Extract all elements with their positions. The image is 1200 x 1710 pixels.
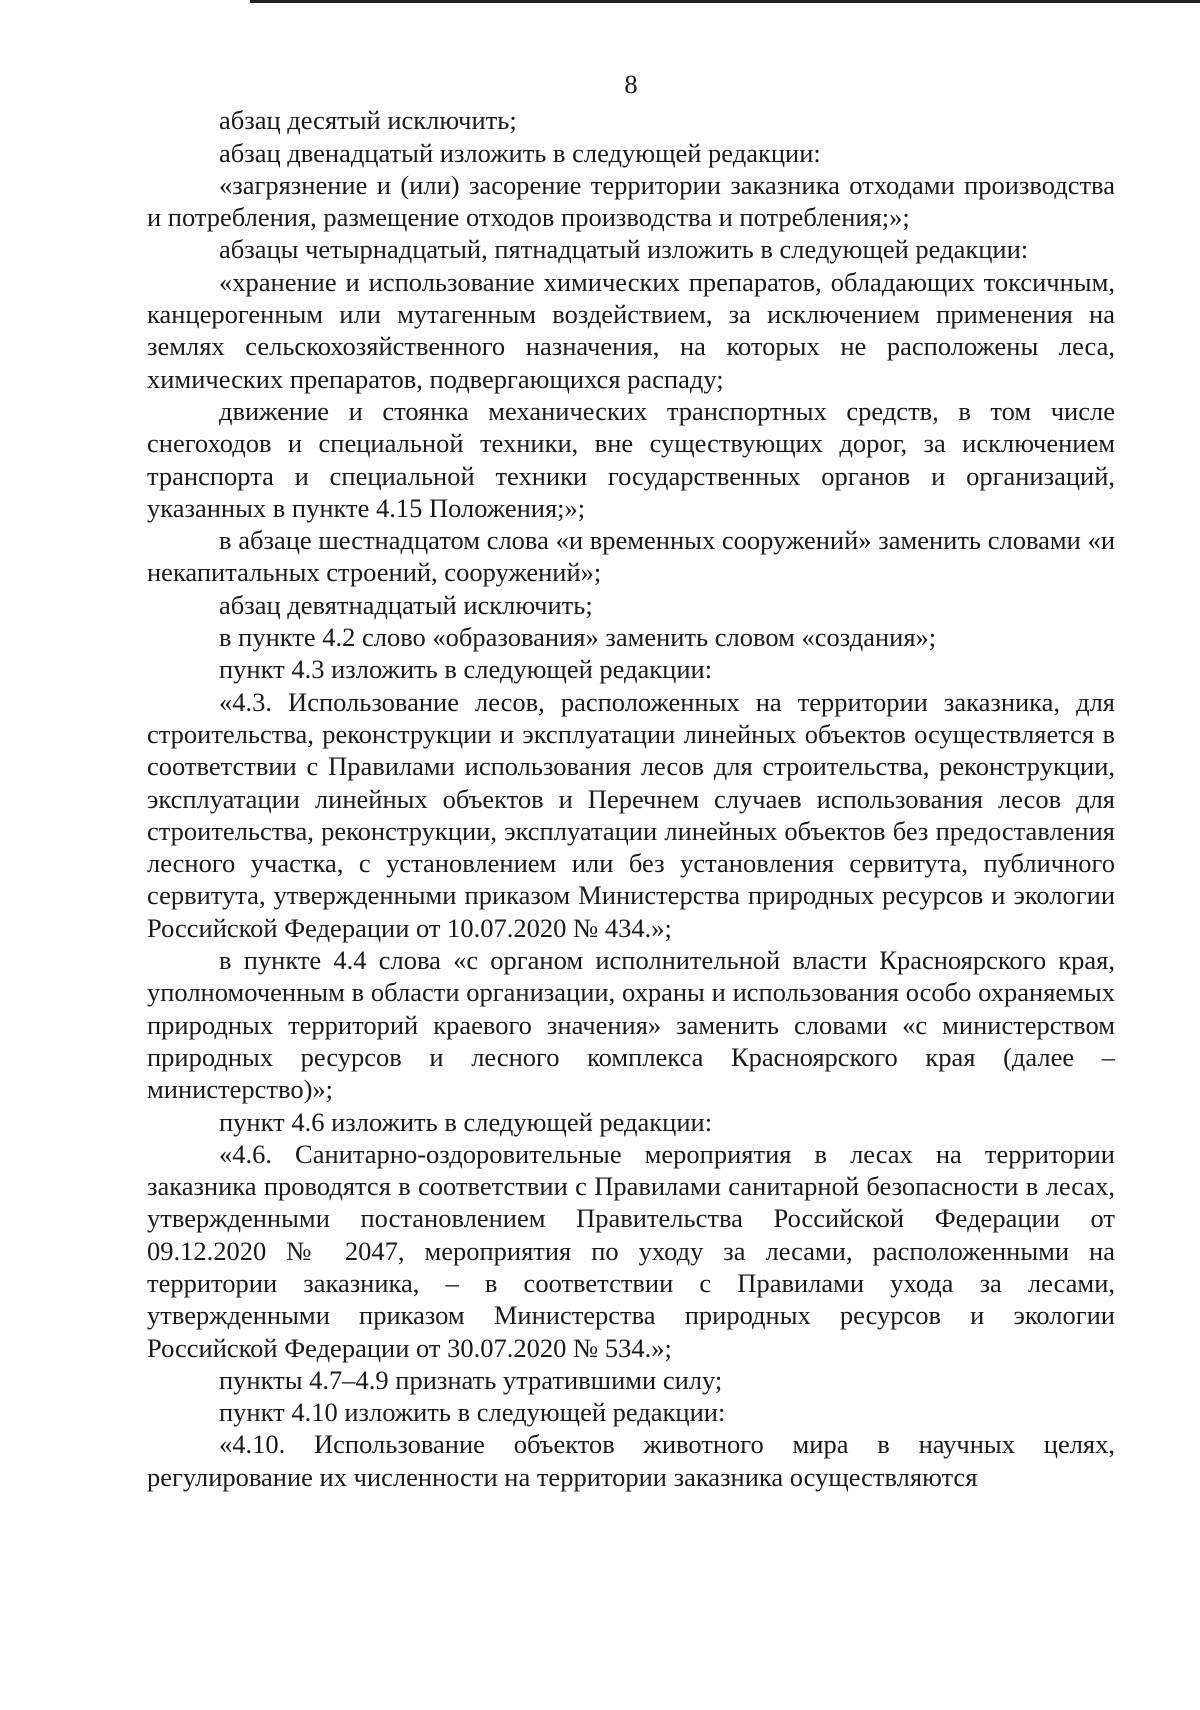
paragraph-1: абзац десятый исключить; [219,105,517,136]
paragraph-17: «4.10. Использование объектов животного мира в научных целях, регулирование их численности на территории заказника осуществляются [147,1429,1115,1492]
paragraph-9: в пункте 4.2 слово «образования» заменить словом «создания»; [219,622,937,653]
paragraph-13: пункт 4.6 изложить в следующей редакции: [219,1106,713,1137]
paragraph-3: «загрязнение и (или) засорение территории заказника отходами производства и потребления, размещение отходов производства и потребления;»; [147,169,1115,233]
paragraph-10: пункт 4.3 изложить в следующей редакции: [219,654,713,685]
paragraph-4: абзацы четырнадцатый, пятнадцатый изложить в следующей редакции: [219,234,1029,265]
paragraph-15: пункты 4.7–4.9 признать утратившими силу; [219,1364,723,1395]
paragraph-5: «хранение и использование химических препаратов, обладающих токсичным, канцерогенным или мутагенным воздействием, за исключением применения на землях сельскохозяйственного назначения, на которых не расположены леса, химических препаратов, подвергающихся распаду; [147,266,1115,394]
page-number: 8 [624,69,638,99]
paragraph-12: в пункте 4.4 слова «с органом исполнительной власти Красноярского края, уполномоченным в области организации, охраны и использования особо охраняемых природных территорий краевого значения» заменить словами «с министерством природных ресурсов и лесного комплекса Красноярского края (далее – министерство)»; [147,945,1115,1105]
paragraph-2: абзац двенадцатый изложить в следующей редакции: [219,137,821,168]
document-page [147,68,1115,1493]
paragraph-8: абзац девятнадцатый исключить; [219,589,593,620]
paragraph-14: «4.6. Санитарно-оздоровительные мероприятия в лесах на территории заказника проводятся в соответствии с Правилами санитарной безопасности в лесах, утвержденными постановлением Правительства Российской Федерации от 09.12.2020 № 2047, мероприятия по уходу за лесами, расположенными на территории заказника, – в соответствии с Правилами ухода за лесами, утвержденными приказом Министерства природных ресурсов и экологии Российской Федерации от 30.07.2020 № 534.»; [147,1138,1115,1363]
paragraph-11: «4.3. Использование лесов, расположенных на территории заказника, для строительства, реконструкции и эксплуатации линейных объектов осуществляется в соответствии с Правилами использования лесов для строительства, реконструкции, эксплуатации линейных объектов и Перечнем случаев использования лесов для строительства, реконструкции, эксплуатации линейных объектов без предоставления лесного участка, с установлением или без установления сервитута, публичного сервитута, утвержденными приказом Министерства природных ресурсов и экологии Российской Федерации от 10.07.2020 № 434.»; [147,686,1115,943]
paragraph-6: движение и стоянка механических транспортных средств, в том числе снегоходов и специальной техники, вне существующих дорог, за исключением транспорта и специальной техники государственных органов и организаций, указанных в пункте 4.15 Положения;»; [147,395,1115,523]
paragraph-16: пункт 4.10 изложить в следующей редакции: [219,1397,726,1428]
paragraph-7: в абзаце шестнадцатом слова «и временных сооружений» заменить словами «и некапитальных строений, сооружений»; [147,525,1115,588]
top-edge-rule [250,0,1200,3]
